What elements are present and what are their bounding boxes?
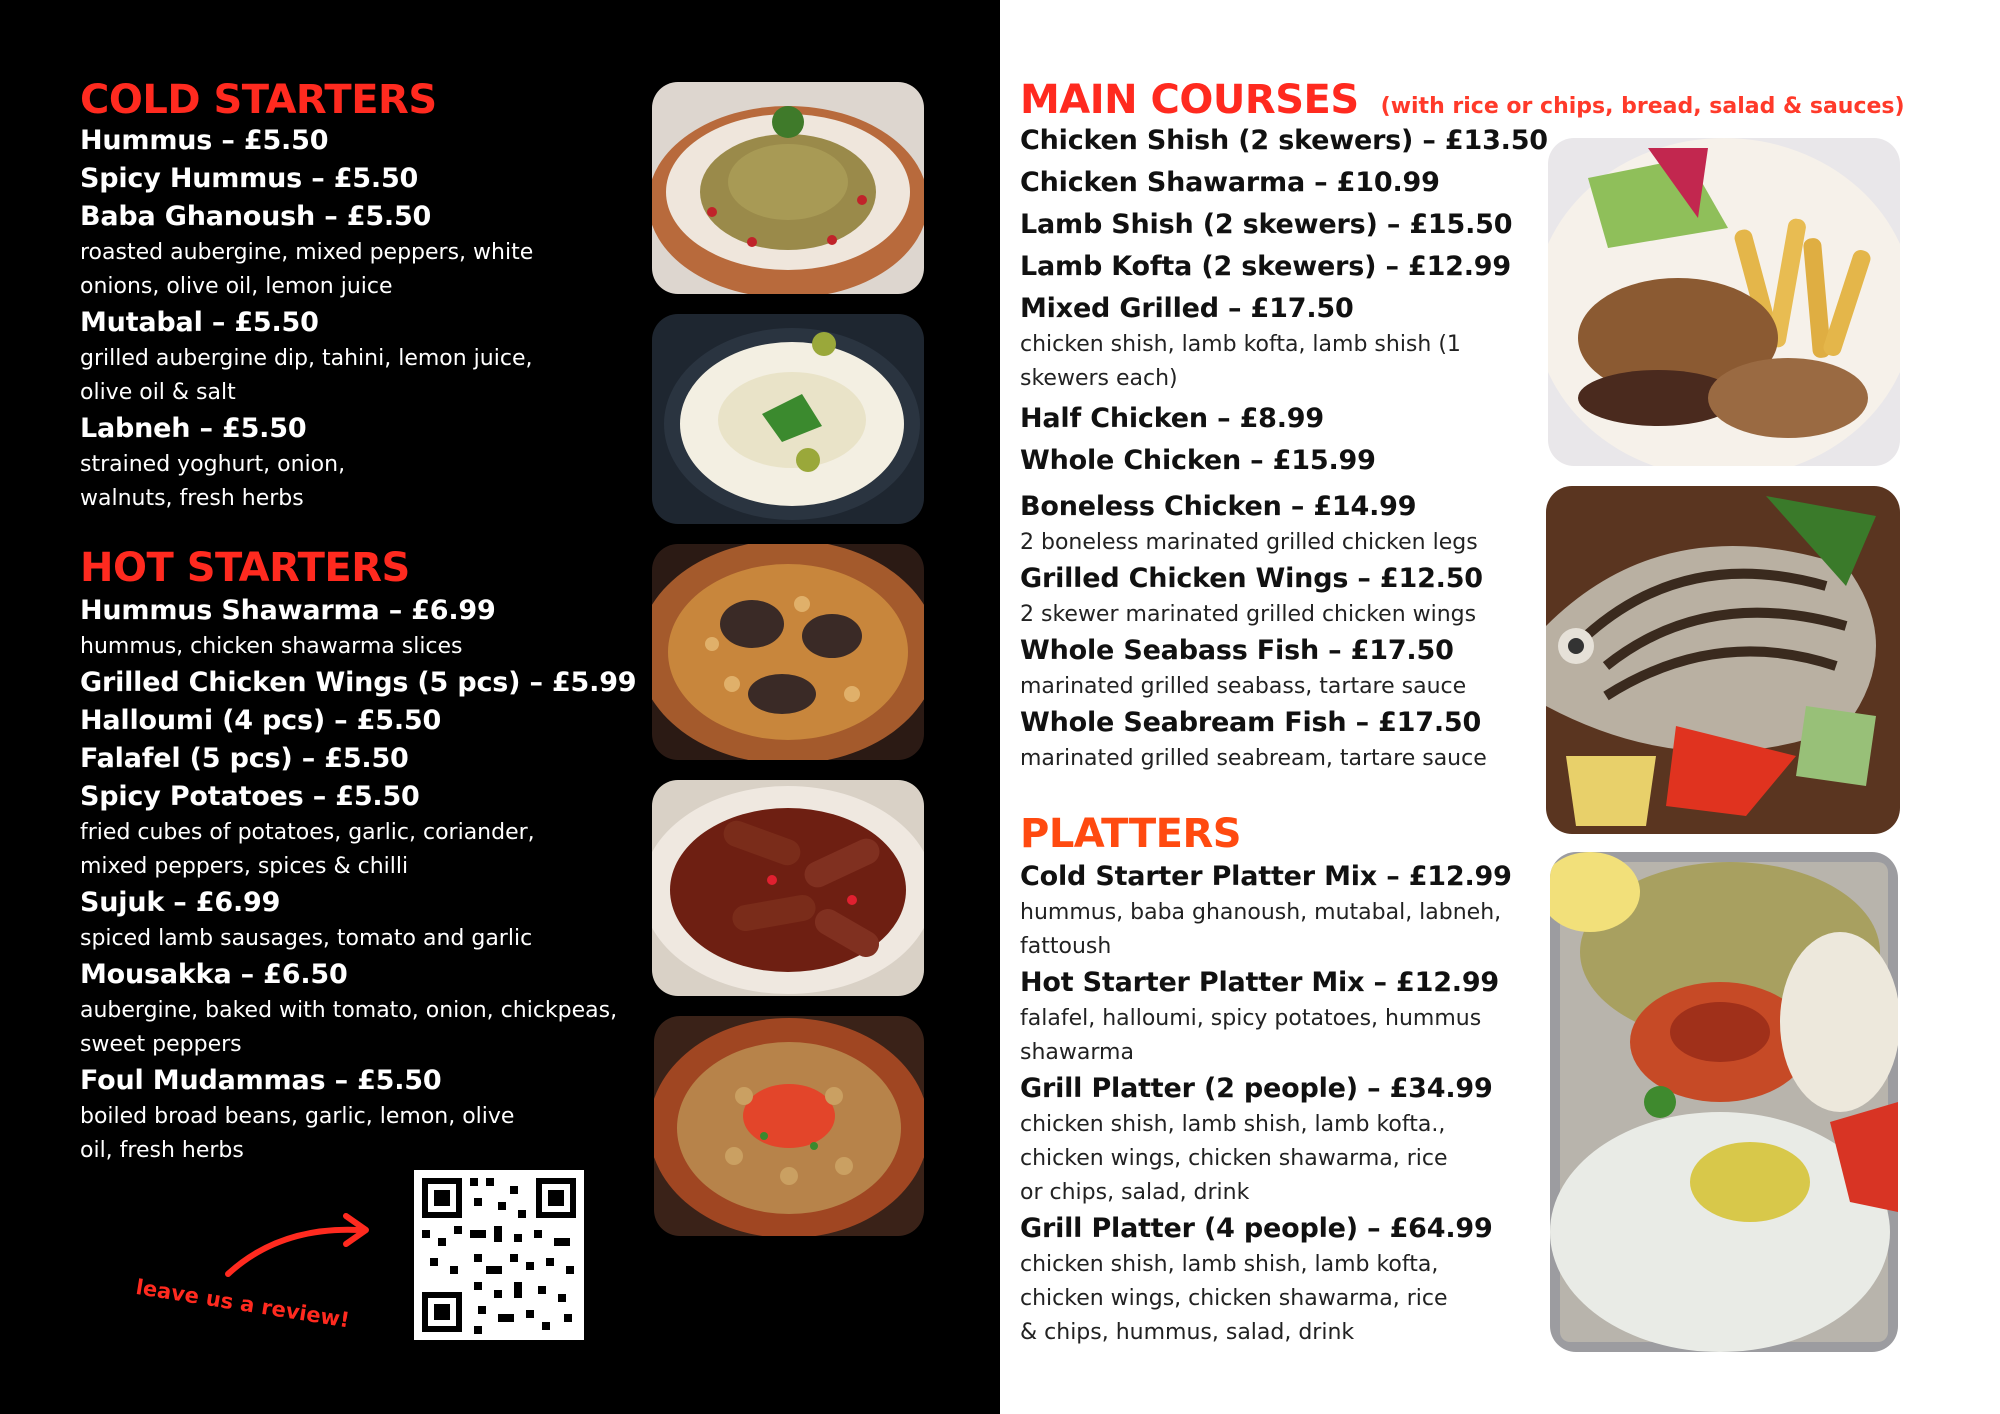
item-name: Lamb Shish (2 skewers) – £15.50 <box>1020 209 1513 240</box>
item-name: Spicy Potatoes – £5.50 <box>80 781 420 812</box>
item-desc: marinated grilled seabream, tartare sauce <box>1020 746 1487 771</box>
photo-sujuk <box>652 780 924 996</box>
hot-starters-section <box>80 544 660 1168</box>
item-name: Chicken Shish (2 skewers) – £13.50 <box>1020 125 1548 156</box>
photo-mousakka <box>652 544 924 760</box>
menu-item <box>80 778 660 884</box>
main-courses-section <box>1020 76 1980 124</box>
menu-item <box>1020 1210 1540 1350</box>
item-desc: hummus, baba ghanoush, mutabal, labneh, fattoush <box>1020 900 1502 959</box>
review-label: leave us a review! <box>134 1275 352 1333</box>
menu-item <box>1020 442 1540 480</box>
menu-item <box>1020 1070 1540 1210</box>
menu-item <box>1020 122 1548 160</box>
item-name: Grill Platter (2 people) – £34.99 <box>1020 1073 1493 1104</box>
item-name: Falafel (5 pcs) – £5.50 <box>80 743 409 774</box>
item-name: Cold Starter Platter Mix – £12.99 <box>1020 861 1512 892</box>
photo-labneh <box>652 314 924 524</box>
item-desc: falafel, halloumi, spicy potatoes, hummus shawarma <box>1020 1006 1482 1065</box>
photo-mixed-grill <box>1548 138 1900 466</box>
menu-item <box>80 122 640 160</box>
item-desc: 2 boneless marinated grilled chicken legs <box>1020 530 1478 555</box>
menu-item <box>1020 164 1540 202</box>
item-name: Hummus – £5.50 <box>80 125 329 156</box>
main-courses-list <box>1020 122 1548 776</box>
item-desc: spiced lamb sausages, tomato and garlic <box>80 926 533 951</box>
item-name: Whole Seabass Fish – £17.50 <box>1020 635 1454 666</box>
menu-item <box>80 956 660 1062</box>
item-name: Mixed Grilled – £17.50 <box>1020 293 1354 324</box>
item-desc: aubergine, baked with tomato, onion, chickpeas, sweet peppers <box>80 998 618 1057</box>
menu-item <box>1020 632 1540 704</box>
item-name: Grilled Chicken Wings – £12.50 <box>1020 563 1483 594</box>
item-name: Boneless Chicken – £14.99 <box>1020 491 1417 522</box>
item-name: Whole Chicken – £15.99 <box>1020 445 1376 476</box>
photo-foul-mudammas <box>654 1016 924 1236</box>
item-desc: chicken shish, lamb shish, lamb kofta, chicken wings, chicken shawarma, rice & chips, hummus, salad, drink <box>1020 1252 1448 1345</box>
menu-item <box>80 740 660 778</box>
platters-section <box>1020 810 1540 1350</box>
menu-item <box>1020 206 1540 244</box>
menu-item <box>80 664 660 702</box>
menu-item <box>80 884 660 956</box>
item-name: Grilled Chicken Wings (5 pcs) – £5.99 <box>80 667 637 698</box>
section-title: HOT STARTERS <box>80 545 410 591</box>
photo-grilled-fish <box>1546 486 1900 834</box>
item-desc: 2 skewer marinated grilled chicken wings <box>1020 602 1477 627</box>
menu-item <box>80 702 660 740</box>
section-title: PLATTERS <box>1020 811 1242 857</box>
item-name: Mousakka – £6.50 <box>80 959 348 990</box>
menu-item <box>1020 400 1540 438</box>
item-desc: fried cubes of potatoes, garlic, coriander, mixed peppers, spices & chilli <box>80 820 535 879</box>
section-subtitle: (with rice or chips, bread, salad & sauces) <box>1380 94 1905 119</box>
item-name: Spicy Hummus – £5.50 <box>80 163 419 194</box>
item-desc: grilled aubergine dip, tahini, lemon juice, olive oil & salt <box>80 346 533 405</box>
menu-item <box>80 198 640 304</box>
item-desc: strained yoghurt, onion, walnuts, fresh herbs <box>80 452 346 511</box>
item-desc: roasted aubergine, mixed peppers, white onions, olive oil, lemon juice <box>80 240 534 299</box>
section-title: MAIN COURSES <box>1020 77 1359 123</box>
menu-item <box>80 410 640 516</box>
menu-item <box>80 160 640 198</box>
item-name: Sujuk – £6.99 <box>80 887 281 918</box>
item-name: Halloumi (4 pcs) – £5.50 <box>80 705 442 736</box>
arrow-icon <box>220 1208 380 1288</box>
item-desc: chicken shish, lamb kofta, lamb shish (1 skewers each) <box>1020 332 1461 391</box>
menu-item <box>1020 858 1540 964</box>
item-desc: chicken shish, lamb shish, lamb kofta., chicken wings, chicken shawarma, rice or chips, salad, drink <box>1020 1112 1448 1205</box>
photo-platter <box>1550 852 1898 1352</box>
cold-starters-section <box>80 76 640 516</box>
item-name: Mutabal – £5.50 <box>80 307 319 338</box>
item-name: Whole Seabream Fish – £17.50 <box>1020 707 1482 738</box>
right-panel <box>1000 0 2000 1414</box>
menu-item <box>80 592 660 664</box>
photo-baba-ghanoush <box>652 82 924 294</box>
menu-item <box>1020 560 1540 632</box>
menu-item <box>1020 704 1540 776</box>
menu-item <box>1020 248 1540 286</box>
item-name: Chicken Shawarma – £10.99 <box>1020 167 1440 198</box>
section-title: COLD STARTERS <box>80 77 437 123</box>
item-desc: marinated grilled seabass, tartare sauce <box>1020 674 1467 699</box>
item-name: Half Chicken – £8.99 <box>1020 403 1324 434</box>
qr-code[interactable] <box>414 1170 584 1340</box>
menu-item <box>1020 290 1540 396</box>
menu-item <box>1020 488 1540 560</box>
menu-item <box>80 1062 660 1168</box>
item-name: Baba Ghanoush – £5.50 <box>80 201 432 232</box>
item-desc: hummus, chicken shawarma slices <box>80 634 463 659</box>
item-name: Grill Platter (4 people) – £64.99 <box>1020 1213 1493 1244</box>
item-name: Labneh – £5.50 <box>80 413 307 444</box>
menu-item <box>1020 964 1540 1070</box>
item-name: Hummus Shawarma – £6.99 <box>80 595 496 626</box>
item-name: Lamb Kofta (2 skewers) – £12.99 <box>1020 251 1511 282</box>
item-name: Hot Starter Platter Mix – £12.99 <box>1020 967 1500 998</box>
item-desc: boiled broad beans, garlic, lemon, olive oil, fresh herbs <box>80 1104 515 1163</box>
menu-item <box>80 304 640 410</box>
item-name: Foul Mudammas – £5.50 <box>80 1065 442 1096</box>
